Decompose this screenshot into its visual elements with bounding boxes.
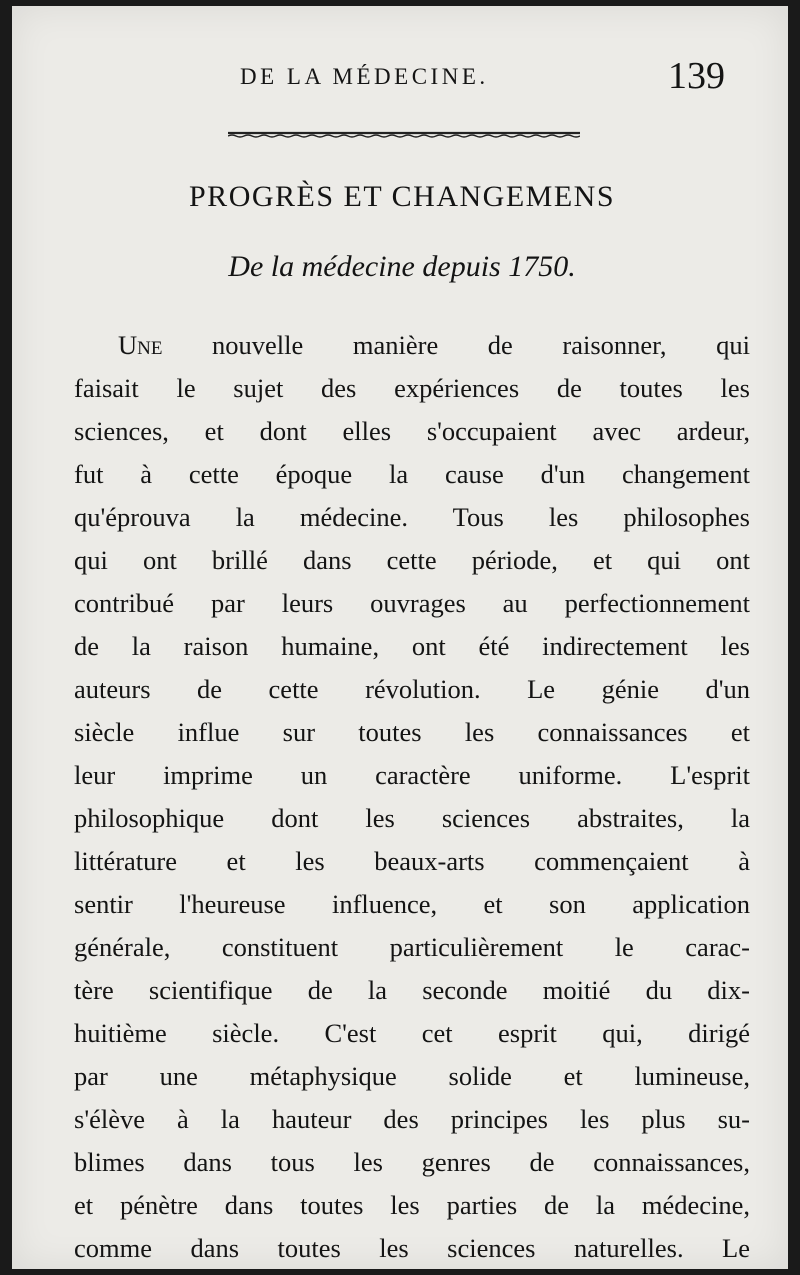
book-page [12,6,788,1269]
text-line: contribué par leurs ouvrages au perfectionnement [74,588,750,618]
text-line: par une métaphysique solide et lumineuse, [74,1061,750,1091]
text-line: sentir l'heureuse influence, et son application [74,889,750,919]
text-line: auteurs de cette révolution. Le génie d'un [74,674,750,704]
ornamental-rule [228,130,580,138]
text-line: leur imprime un caractère uniforme. L'esprit [74,760,750,790]
text-line: blimes dans tous les genres de connaissances, [74,1147,750,1177]
text-line: de la raison humaine, ont été indirectement les [74,631,750,661]
text-line: tère scientifique de la seconde moitié du dix- [74,975,750,1005]
body-text [74,324,750,1269]
chapter-subtitle: De la médecine depuis 1750. [228,250,576,283]
text-line-first [74,324,750,367]
drop-word: Une [118,330,163,360]
text-line: qu'éprouva la médecine. Tous les philosophes [74,502,750,532]
text-line: philosophique dont les sciences abstraites, la [74,803,750,833]
text-line: huitième siècle. C'est cet esprit qui, dirigé [74,1018,750,1048]
text-line: littérature et les beaux-arts commençaient à [74,846,750,876]
text-line: qui ont brillé dans cette période, et qui ont [74,545,750,575]
running-title: DE LA MÉDECINE. [240,64,489,89]
text-line: et pénètre dans toutes les parties de la médecine, [74,1190,750,1220]
text-line: fut à cette époque la cause d'un changement [74,459,750,489]
text-line: siècle influe sur toutes les connaissances et [74,717,750,747]
text-line: faisait le sujet des expériences de toutes les [74,373,750,403]
text-line: comme dans toutes les sciences naturelles. Le [74,1233,750,1263]
running-header [12,55,788,108]
text-line: s'élève à la hauteur des principes les plus su- [74,1104,750,1134]
first-line-rest: nouvelle manière de raisonner, qui [162,330,750,360]
chapter-title: PROGRÈS ET CHANGEMENS [189,180,615,213]
text-line: sciences, et dont elles s'occupaient avec ardeur, [74,416,750,446]
page-number: 139 [668,55,725,97]
text-line: générale, constituent particulièrement le carac- [74,932,750,962]
